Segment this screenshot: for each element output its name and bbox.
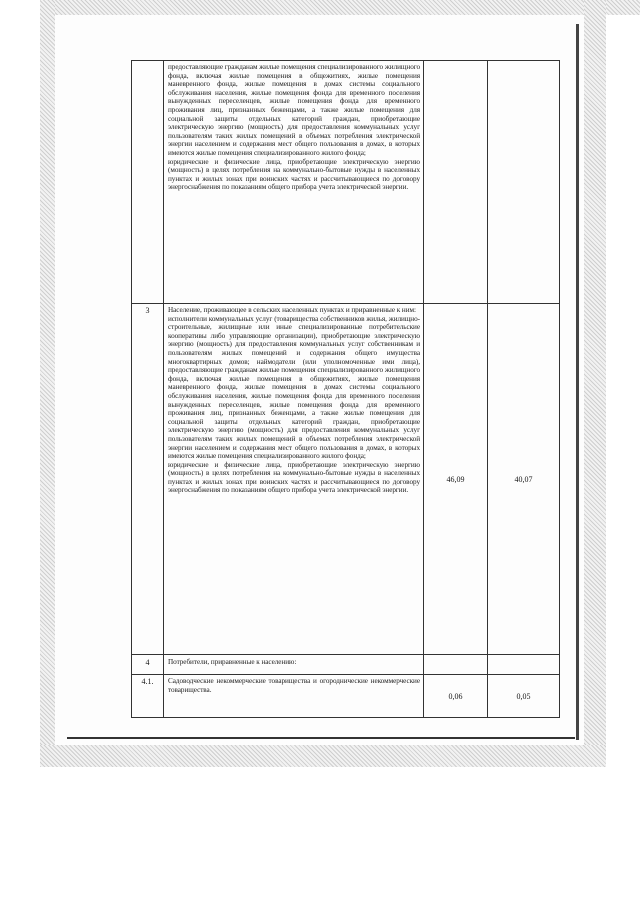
row-description — [164, 304, 424, 655]
scan-border-top — [40, 0, 640, 15]
tariff-value-1: 0,06 — [424, 675, 488, 718]
tariff-value-2 — [488, 655, 560, 675]
tariff-value-2 — [488, 61, 560, 304]
row-description: Потребители, приравненные к населению: — [164, 655, 424, 675]
row-description: Садоводческие некоммерческие товарищества и огороднические некоммерческие товарищества. — [164, 675, 424, 718]
scan-border-left — [40, 0, 55, 765]
row-number: 3 — [132, 304, 164, 655]
row-description — [164, 61, 424, 304]
description-paragraph: исполнители коммунальных услуг (товарищества собственников жилья, жилищно-строительные, жилищные или иные специализированные потребительские кооперативы либо управляющие организации), приобретающие электрическую энергию (мощность) для предоставления коммунальных услуг собственникам и пользователям жилых помещений и содержания общего имущества многоквартирных домов; наймодатели (или уполномоченные ими лица), предоставляющие гражданам жилые помещения специализированного жилищного фонда, включая жилые помещения в общежитиях, жилые помещения маневренного фонда, жилые помещения в домах системы социального обслуживания населения, жилые помещения фонда для временного поселения вынужденных переселенцев, жилые помещения фонда для временного проживания лиц, признанных беженцами, а также жилые помещения для социальной защиты отдельных категорий граждан, приобретающие электрическую энергию (мощность) для предоставления коммунальных услуг пользователям таких жилых помещений в объемах потребления электрической энергии населением и содержания мест общего пользования в домах, в которых имеются жилые помещения специализированного жилого фонда; — [168, 314, 420, 461]
row-number — [132, 61, 164, 304]
table-row — [132, 304, 560, 655]
tariff-value-1 — [424, 655, 488, 675]
tariff-table — [131, 60, 560, 718]
description-paragraph: юридические и физические лица, приобретающие электрическую энергию (мощность) в целях потребления на коммунально-бытовые нужды в населенных пунктах и жилых зонах при воинских частях и рассчитывающиеся по договору энергоснабжения по показаниям общего прибора учета электрической энергии. — [168, 157, 420, 192]
table-row — [132, 655, 560, 675]
description-paragraph: Население, проживающее в сельских населенных пунктах и приравненные к ним: — [168, 306, 416, 314]
table-row — [132, 675, 560, 718]
tariff-value-1: 46,09 — [424, 304, 488, 655]
page-bottom-rule — [67, 737, 575, 739]
description-paragraph: юридические и физические лица, приобретающие электрическую энергию (мощность) в целях потребления на коммунально-бытовые нужды в населенных пунктах и жилых зонах при воинских частях и рассчитывающиеся по договору энергоснабжения по показаниям общего прибора учета электрической энергии. — [168, 460, 420, 495]
page-right-rule — [576, 24, 579, 740]
scan-border-right — [584, 0, 606, 765]
row-number: 4.1. — [132, 675, 164, 718]
tariff-value-2: 0,05 — [488, 675, 560, 718]
table-row — [132, 61, 560, 304]
description-paragraph: предоставляющие гражданам жилые помещения специализированного жилищного фонда, включая жилые помещения в общежитиях, жилые помещения маневренного фонда, жилые помещения в домах системы социального обслуживания населения, жилые помещения фонда для временного поселения вынужденных переселенцев, жилые помещения фонда для временного проживания лиц, признанных беженцами, а также жилые помещения для социальной защиты отдельных категорий граждан, приобретающие электрическую энергию (мощность) для предоставления коммунальных услуг пользователям таких жилых помещений в объемах потребления электрической энергии населением и содержания мест общего пользования в домах, в которых имеются жилые помещения специализированного жилого фонда; — [168, 63, 420, 157]
tariff-value-1 — [424, 61, 488, 304]
row-number: 4 — [132, 655, 164, 675]
tariff-value-2: 40,07 — [488, 304, 560, 655]
scan-border-bottom — [40, 745, 606, 767]
